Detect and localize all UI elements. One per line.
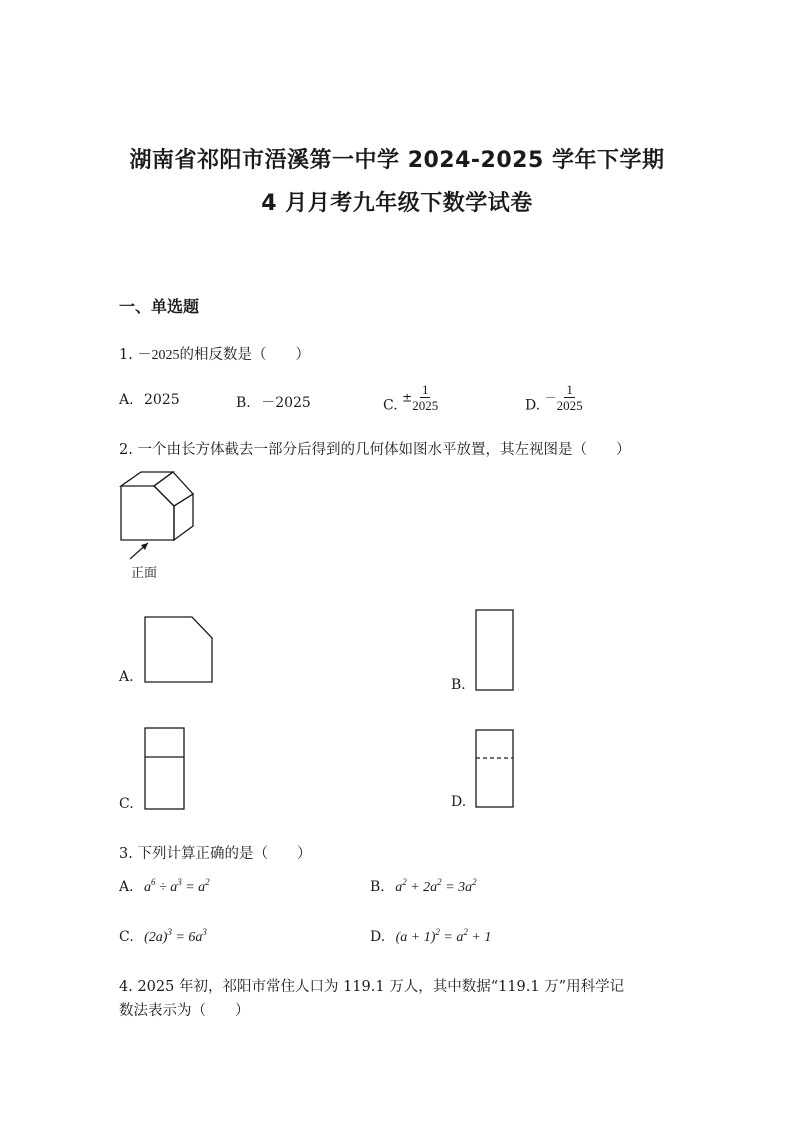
question-4-text-line1: 2025 年初，祁阳市常住人口为 119.1 万人，其中数据“119.1 万”用科学记 — [137, 979, 625, 995]
q2-option-a-view[interactable] — [144, 616, 214, 684]
front-face-label: 正面 — [131, 566, 158, 581]
front-arrow-icon — [128, 540, 158, 562]
question-1-text: 的相反数是（ ） — [179, 347, 310, 363]
question-number: 4. — [119, 979, 133, 995]
fraction-one-over-2025: $\frac{1}{2025}$ — [412, 382, 439, 413]
q2-option-d-label[interactable]: D. — [451, 794, 467, 810]
question-3-text: 下列计算正确的是（ ） — [137, 846, 312, 862]
q1-option-b[interactable] — [236, 392, 311, 412]
q3-option-d-expression: $(a + 1)^2 = a^2 + 1$ — [395, 927, 492, 945]
q2-option-b-view[interactable] — [475, 609, 515, 691]
option-label: D. — [525, 397, 541, 414]
q3-option-a[interactable] — [119, 879, 210, 896]
plus-minus-sign: ± — [402, 390, 413, 405]
section-heading-single-choice: 一、单选题 — [119, 297, 200, 316]
q2-option-a-label[interactable]: A. — [119, 669, 134, 685]
q3-option-d[interactable] — [370, 929, 491, 946]
option-label: B. — [370, 879, 385, 895]
q3-option-b[interactable] — [370, 879, 477, 896]
question-4 — [119, 975, 624, 996]
q3-option-a-expression: $a^6 \div a^3 = a^2$ — [144, 877, 210, 895]
question-1 — [119, 343, 310, 364]
option-label: B. — [236, 395, 251, 411]
question-1-number-value: －2025 — [137, 348, 180, 363]
q3-option-b-expression: $a^2 + 2a^2 = 3a^2$ — [395, 877, 477, 895]
q2-option-c-label[interactable]: C. — [119, 796, 134, 812]
option-label: A. — [119, 392, 134, 408]
option-label: D. — [370, 929, 386, 945]
exam-title-line2: 4 月月考九年级下数学试卷 — [261, 191, 533, 216]
option-label: A. — [119, 879, 134, 895]
minus-sign: － — [544, 390, 557, 405]
exam-title-line1: 湖南省祁阳市浯溪第一中学 2024-2025 学年下学期 — [129, 148, 665, 173]
option-text: 2025 — [144, 392, 180, 408]
q1-option-a[interactable] — [119, 392, 180, 408]
option-label: C. — [119, 929, 134, 945]
q3-option-c-expression: $(2a)^3 = 6a^3$ — [144, 927, 207, 945]
q2-option-b-label[interactable]: B. — [451, 677, 466, 693]
question-number: 2. — [119, 442, 133, 458]
question-number: 3. — [119, 846, 133, 862]
question-3 — [119, 842, 311, 863]
option-text: －2025 — [261, 395, 311, 411]
q2-option-c-view[interactable] — [144, 727, 186, 811]
q2-option-d-view[interactable] — [475, 729, 515, 809]
question-2-text: 一个由长方体截去一部分后得到的几何体如图水平放置，其左视图是（ ） — [137, 442, 631, 458]
q1-option-d[interactable] — [525, 383, 583, 414]
q3-option-c[interactable] — [119, 929, 207, 946]
question-number: 1. — [119, 347, 133, 363]
question-4-text-line2: 数法表示为（ ） — [119, 1003, 250, 1019]
fraction-one-over-2025: $\frac{1}{2025}$ — [556, 382, 583, 413]
cut-cuboid-figure — [118, 470, 198, 550]
option-label: C. — [383, 397, 398, 414]
question-2 — [119, 438, 630, 459]
q1-option-c[interactable] — [383, 383, 438, 414]
